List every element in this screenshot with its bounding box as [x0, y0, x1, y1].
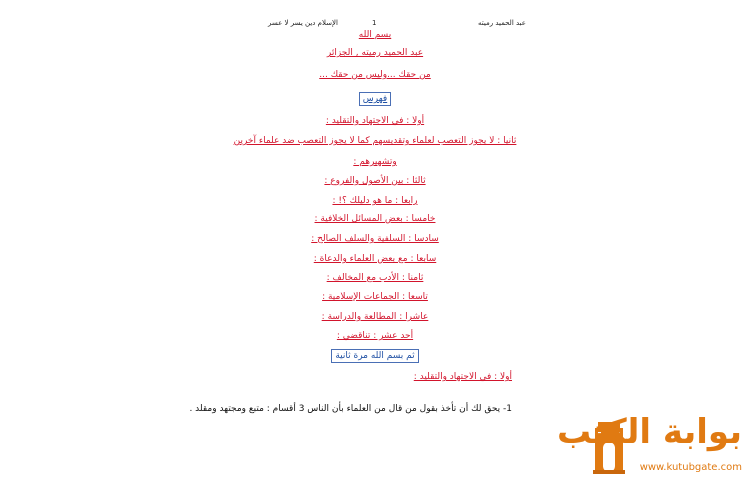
toc-item[interactable]: ثامنا : الأدب مع المخالف :	[326, 273, 424, 283]
page-number: 1	[372, 19, 377, 27]
toc-item[interactable]: أولا : في الاجتهاد والتقليد :	[325, 116, 425, 126]
toc-item[interactable]: عاشرا : المطالعة والدراسة :	[321, 312, 429, 322]
section-paragraph: 1- يحق لك أن تأخذ بقول من قال من العلماء بأن الناس 3 أقسام : متبع ومجتهد ومقلد .	[189, 404, 512, 414]
section-heading: أولا : في الاجتهاد والتقليد :	[413, 372, 512, 382]
toc-item[interactable]: أحد عشر : تناقضي :	[336, 331, 414, 341]
toc-item[interactable]: سابعا : مع بعض العلماء والدعاة :	[313, 254, 437, 264]
toc-item[interactable]: سادسا : السلفية والسلف الصالح :	[311, 234, 439, 244]
toc-item[interactable]: رابعا : ما هو دليلك ؟! :	[332, 196, 418, 206]
toc-item[interactable]: ثالثا : بين الأصول والفروع :	[324, 176, 426, 186]
basmala: بسم الله	[358, 30, 392, 40]
header-left: الإسلام دين يسر لا عسر	[268, 19, 338, 27]
closing-line[interactable]: ثم بسم الله مرة ثانية	[331, 349, 418, 363]
toc-item[interactable]: تاسعا : الجماعات الإسلامية :	[322, 292, 428, 302]
author-line: عبد الحميد رميته , الجزائر	[326, 48, 424, 58]
watermark-logo	[556, 412, 742, 478]
header-right: عبد الحميد رميته	[478, 19, 526, 27]
toc-item[interactable]: ثانيا : لا يجوز التعصب لعلماء وتقديسهم كما لا يجوز التعصب ضد علماء آخرين	[233, 136, 517, 146]
watermark-title: بوابة الكتب	[556, 412, 742, 452]
watermark-url: www.kutubgate.com	[639, 462, 742, 473]
toc-item[interactable]: وتشهيرهم :	[353, 157, 397, 167]
subtitle-line: من حقك ...وليس من حقك ...	[319, 70, 431, 80]
toc-item[interactable]: خامسا : بعض المسائل الخلافية :	[314, 214, 436, 224]
toc-heading[interactable]: فهرس	[359, 92, 391, 106]
